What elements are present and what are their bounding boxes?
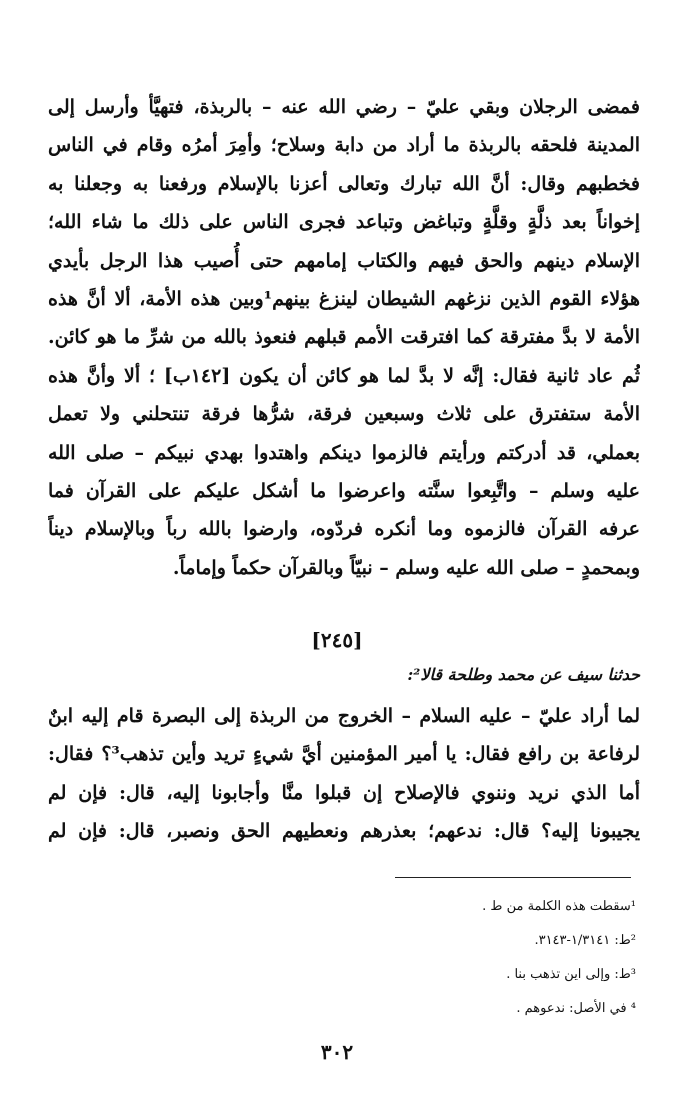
footnote: ⁴ في الأصل: ندعوهم . <box>516 1001 636 1016</box>
text-line: الأمة لا بدَّ مفترقة كما افترقت الأمم قبلهم فنعوذ بالله من شرِّ ما هو كائن. <box>48 326 640 349</box>
text-line: لما أراد عليّ – عليه السلام – الخروج من الربذة إلى البصرة قام إليه ابنٌ <box>48 705 640 727</box>
text-line: المدينة فلحقه بالربذة ما أراد من دابة وسلاح؛ وأمِرَ أمرُه وقام في الناس <box>48 134 640 157</box>
page-number: ٣٠٢ <box>320 1040 354 1064</box>
text-line: فمضى الرجلان وبقي عليّ – رضي الله عنه – بالربذة، فتهيَّأ وأرسل إلى <box>48 96 640 118</box>
footnote: ¹سقطت هذه الكلمة من ط . <box>482 899 636 914</box>
text-line: بعملي، قد أدركتم ورأيتم فالزموا دينكم واهتدوا بهدي نبيكم – صلى الله <box>48 441 640 464</box>
section-number: [٢٤٥] <box>311 628 363 652</box>
text-line: الأمة ستفترق على ثلاث وسبعين فرقة، شرُّها فرقة تنتحلني ولا تعمل <box>48 403 640 426</box>
text-line: أما الذي نريد وننوي فالإصلاح إن قبلوا منَّا وأجابونا إليه، قال: فإن لم <box>48 781 640 804</box>
second-paragraph <box>48 697 640 851</box>
text-line: عرفه القرآن فالزموه وما أنكره فردّوه، وارضوا بالله رباً وبالإسلام ديناً <box>48 518 640 541</box>
text-line: هؤلاء القوم الذين نزغهم الشيطان لينزغ بينهم¹وبين هذه الأمة، ألا أنَّ هذه <box>48 287 640 310</box>
text-line: عليه وسلم – واتَّبِعوا سنَّته واعرضوا ما أشكل عليكم على القرآن فما <box>48 479 640 502</box>
footnote-divider <box>395 877 631 878</box>
text-line: إخواناً بعد ذلَّةٍ وقلَّةٍ وتباغض وتباعد فجرى الناس على ذلك ما شاء الله؛ <box>48 211 640 234</box>
footnotes <box>300 890 636 1026</box>
footnote: ³ط: وإلى اين تذهب بنا . <box>506 967 636 982</box>
text-line: وبمحمدٍ – صلى الله عليه وسلم – نبيّاً وبالقرآن حكماً وإماماً. <box>172 556 640 579</box>
text-line: ثُم عاد ثانية فقال: إنَّه لا بدَّ لما هو كائن أن يكون [١٤٢ب] ؛ ألا وأنَّ هذه <box>48 364 640 387</box>
text-line: يجيبونا إليه؟ قال: ندعهم؛ بعذرهم ونعطيهم الحق ونصبر، قال: فإن لم <box>48 820 640 843</box>
footnote: ²ط: ١/٣١٤١-٣١٤٣. <box>534 933 636 948</box>
hadith-intro: حدثنا سيف عن محمد وطلحة قالا²: <box>407 665 640 684</box>
text-line: فخطبهم وقال: أنَّ الله تبارك وتعالى أعزنا بالإسلام ورفعنا به وجعلنا به <box>48 172 640 195</box>
text-line: الإسلام دينهم والحق فيهم والكتاب إمامهم حتى أُصيب هذا الرجل بأيدي <box>48 249 640 272</box>
text-line: لرفاعة بن رافع فقال: يا أمير المؤمنين أيَّ شيءٍ تريد وأين تذهب³؟ فقال: <box>48 743 640 766</box>
main-paragraph <box>48 88 640 587</box>
